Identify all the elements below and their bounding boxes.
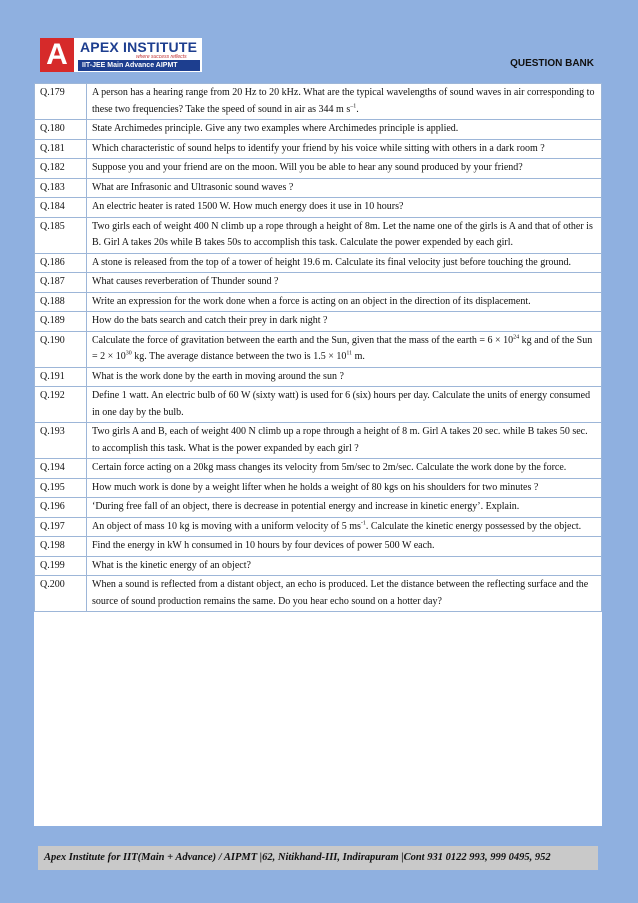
superscript: 11 xyxy=(346,350,353,357)
question-text xyxy=(87,217,602,253)
question-row xyxy=(35,459,602,479)
question-table-container xyxy=(34,83,602,826)
question-number: Q.195 xyxy=(35,478,87,498)
question-text xyxy=(87,120,602,140)
question-number: Q.182 xyxy=(35,159,87,179)
question-text xyxy=(87,292,602,312)
question-number: Q.200 xyxy=(35,576,87,612)
question-text xyxy=(87,459,602,479)
text-run: A stone is released from the top of a tower of height 19.6 m. Calculate its final velocity just before touching the ground. xyxy=(92,256,572,268)
question-row xyxy=(35,159,602,179)
text-run: Define 1 watt. An electric bulb of 60 W (sixty watt) is used for 6 (six) hours per day. Calculate the units of energy consumed in one day by the bulb. xyxy=(92,390,591,418)
question-number: Q.189 xyxy=(35,312,87,332)
question-number: Q.192 xyxy=(35,387,87,423)
text-run: When a sound is reflected from a distant object, an echo is produced. Let the distance between the reflecting surface and the source of sound production remains the same. Do you hear echo sound on a hotter day? xyxy=(92,579,589,607)
question-text xyxy=(87,159,602,179)
question-row xyxy=(35,273,602,293)
question-number: Q.185 xyxy=(35,217,87,253)
text-run: m. xyxy=(352,351,365,362)
text-run: ‘During free fall of an object, there is decrease in potential energy and increase in kinetic energy’. Explain. xyxy=(92,501,520,512)
question-number: Q.194 xyxy=(35,459,87,479)
question-row xyxy=(35,387,602,423)
question-number: Q.181 xyxy=(35,139,87,159)
question-row xyxy=(35,367,602,387)
superscript: 24 xyxy=(513,334,520,341)
text-run: How much work is done by a weight lifter when he holds a weight of 80 kgs on his shoulders for two minutes ? xyxy=(92,481,539,493)
text-run: Two girls each of weight 400 N climb up a rope through a height of 8m. Let the name one of the girls is A and that of other is B. Girl A takes 20s while B takes 50s to accomplish this task. Calculate the power expended by each girl. xyxy=(92,220,593,248)
question-text xyxy=(87,576,602,612)
text-run: kg and of the Sun = 2 × 10 xyxy=(92,334,593,362)
question-row xyxy=(35,198,602,218)
question-text xyxy=(87,517,602,537)
text-run: An object of mass 10 kg is moving with a uniform velocity of 5 ms xyxy=(92,520,361,532)
question-text xyxy=(87,253,602,273)
text-run: Certain force acting on a 20kg mass changes its velocity from 5m/sec to 2m/sec. Calculate the work done by the force. xyxy=(92,462,567,473)
apex-logo xyxy=(40,38,202,72)
question-row xyxy=(35,478,602,498)
question-table xyxy=(34,83,602,612)
superscript: -1 xyxy=(360,520,366,527)
text-run: What are Infrasonic and Ultrasonic sound waves ? xyxy=(92,181,294,193)
question-number: Q.196 xyxy=(35,498,87,518)
question-row xyxy=(35,253,602,273)
question-row xyxy=(35,556,602,576)
text-run: What is the work done by the earth in moving around the sun ? xyxy=(92,370,344,382)
text-run: . xyxy=(356,103,359,115)
question-text xyxy=(87,312,602,332)
question-text xyxy=(87,556,602,576)
text-run: Two girls A and B, each of weight 400 N climb up a rope through a height of 8 m. Girl A takes 20 sec. while B takes 50 sec. to accomplish this task. What is the power expanded by each girl ? xyxy=(92,426,588,454)
section-title: QUESTION BANK xyxy=(510,58,594,69)
logo-name: APEX INSTITUTE xyxy=(80,39,198,55)
question-number: Q.191 xyxy=(35,367,87,387)
text-run: Find the energy in kW h consumed in 10 hours by four devices of power 500 W each. xyxy=(92,540,435,551)
question-number: Q.187 xyxy=(35,273,87,293)
superscript: 30 xyxy=(125,350,132,357)
question-text xyxy=(87,498,602,518)
question-row xyxy=(35,537,602,557)
question-text xyxy=(87,537,602,557)
question-row xyxy=(35,423,602,459)
question-text xyxy=(87,84,602,120)
question-text xyxy=(87,478,602,498)
logo-subtitle: IIT-JEE Main Advance AIPMT xyxy=(78,60,200,71)
logo-letter: A xyxy=(40,38,74,72)
question-number: Q.199 xyxy=(35,556,87,576)
question-table-body xyxy=(35,84,602,612)
page-header xyxy=(0,0,638,86)
question-number: Q.190 xyxy=(35,331,87,367)
question-row xyxy=(35,331,602,367)
question-number: Q.198 xyxy=(35,537,87,557)
question-row xyxy=(35,517,602,537)
text-run: kg. The average distance between the two is 1.5 × 10 xyxy=(131,351,347,362)
question-text xyxy=(87,423,602,459)
question-row xyxy=(35,498,602,518)
question-text xyxy=(87,387,602,423)
text-run: Calculate the force of gravitation between the earth and the Sun, given that the mass of the earth = 6 × 10 xyxy=(92,334,514,346)
text-run: How do the bats search and catch their prey in dark night ? xyxy=(92,315,328,326)
question-row xyxy=(35,292,602,312)
question-number: Q.184 xyxy=(35,198,87,218)
question-text xyxy=(87,178,602,198)
question-row xyxy=(35,120,602,140)
text-run: An electric heater is rated 1500 W. How much energy does it use in 10 hours? xyxy=(92,201,404,212)
text-run: What causes reverberation of Thunder sound ? xyxy=(92,276,279,287)
question-number: Q.179 xyxy=(35,84,87,120)
question-text xyxy=(87,273,602,293)
question-number: Q.197 xyxy=(35,517,87,537)
question-text xyxy=(87,198,602,218)
text-run: Write an expression for the work done when a force is acting on an object in the direction of its displacement. xyxy=(92,295,531,307)
text-run: . Calculate the kinetic energy possessed by the object. xyxy=(365,520,582,532)
question-row xyxy=(35,576,602,612)
logo-tagline: where success reflects xyxy=(136,54,187,60)
question-row xyxy=(35,139,602,159)
question-row xyxy=(35,178,602,198)
question-row xyxy=(35,312,602,332)
superscript: –1 xyxy=(350,103,357,110)
text-run: Which characteristic of sound helps to identify your friend by his voice while sitting with others in a dark room ? xyxy=(92,142,545,154)
question-number: Q.180 xyxy=(35,120,87,140)
text-run: State Archimedes principle. Give any two examples where Archimedes principle is applied. xyxy=(92,123,459,134)
question-row xyxy=(35,84,602,120)
question-text xyxy=(87,331,602,367)
question-number: Q.193 xyxy=(35,423,87,459)
question-number: Q.183 xyxy=(35,178,87,198)
text-run: What is the kinetic energy of an object? xyxy=(92,559,251,571)
text-run: A person has a hearing range from 20 Hz to 20 kHz. What are the typical wavelengths of sound waves in air corresponding to these two frequencies? Take the speed of sound in air as 344 m s xyxy=(92,87,595,115)
question-number: Q.188 xyxy=(35,292,87,312)
question-text xyxy=(87,139,602,159)
question-text xyxy=(87,367,602,387)
text-run: Suppose you and your friend are on the moon. Will you be able to hear any sound produced by your friend? xyxy=(92,162,523,173)
page-footer: Apex Institute for IIT(Main + Advance) / AIPMT |62, Nitikhand-III, Indirapuram |Cont 931 0122 993, 999 0495, 952 xyxy=(38,846,598,870)
question-row xyxy=(35,217,602,253)
question-number: Q.186 xyxy=(35,253,87,273)
